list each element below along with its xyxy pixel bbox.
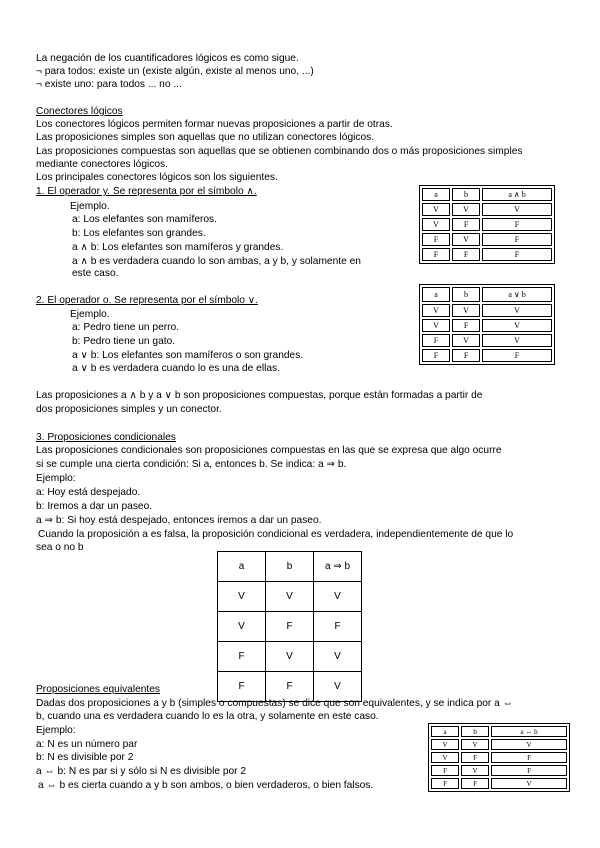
table-header-cell: b	[452, 188, 480, 201]
table-cell: F	[218, 672, 266, 702]
condicionales-ejemplo: Ejemplo:	[36, 473, 76, 484]
table-cell: V	[431, 739, 459, 750]
table-row	[422, 334, 552, 347]
condicionales-line-2: si se cumple una cierta condición: Si a, entonces b. Se indica: a ⇒ b.	[36, 459, 347, 470]
equivalentes-prop-a: a: N es un número par	[36, 739, 138, 750]
table-cell: V	[431, 752, 459, 763]
table-cell: V	[482, 304, 552, 317]
table-cell: V	[422, 218, 450, 231]
table-row	[422, 203, 552, 216]
conectores-p3a: Las proposiciones compuestas son aquellas que se obtienen combinando dos o más proposiciones simples	[36, 146, 523, 157]
table-row	[431, 778, 567, 789]
o-prop-b: b: Pedro tiene un gato.	[72, 336, 176, 347]
conectores-p2: Las proposiciones simples son aquellas que no utilizan conectores lógicos.	[36, 132, 375, 143]
table-row	[218, 672, 362, 702]
equivalentes-ejemplo: Ejemplo:	[36, 725, 76, 736]
table-cell: V	[482, 334, 552, 347]
table-row	[422, 248, 552, 261]
truth-table-implication	[217, 551, 362, 702]
condicionales-heading: 3. Proposiciones condicionales	[36, 432, 176, 443]
table-row	[218, 582, 362, 612]
table-cell: F	[422, 349, 450, 362]
y-prop-b: b: Los elefantes son grandes.	[72, 228, 206, 239]
table-cell: F	[482, 218, 552, 231]
table-cell: F	[431, 778, 459, 789]
intro-line-3: ¬ existe uno: para todos ... no ...	[36, 79, 182, 90]
table-header-cell: b	[266, 552, 314, 582]
table-row	[422, 218, 552, 231]
table-cell: V	[461, 765, 489, 776]
table-cell: F	[431, 765, 459, 776]
table-cell: V	[422, 319, 450, 332]
table-cell: F	[482, 349, 552, 362]
table-row	[422, 319, 552, 332]
o-heading: 2. El operador o. Se representa por el símbolo ∨.	[36, 295, 259, 306]
table-cell: F	[491, 765, 567, 776]
table-cell: F	[452, 349, 480, 362]
equivalentes-heading: Proposiciones equivalentes	[36, 684, 161, 695]
table-cell: V	[452, 233, 480, 246]
table-cell: F	[314, 612, 362, 642]
table-cell: F	[422, 334, 450, 347]
table-row	[422, 349, 552, 362]
table-header-cell: a ⇒ b	[314, 552, 362, 582]
table-header-row	[422, 188, 552, 201]
table-row	[431, 752, 567, 763]
o-rule: a ∨ b es verdadera cuando lo es una de ellas.	[72, 363, 280, 374]
condicionales-line-4: sea o no b	[36, 542, 84, 553]
y-prop-a: a: Los elefantes son mamíferos.	[72, 214, 217, 225]
table-cell: F	[422, 233, 450, 246]
table-header-cell: a ∨ b	[482, 287, 552, 302]
table-cell: V	[314, 672, 362, 702]
table-row	[422, 233, 552, 246]
table-cell: V	[266, 642, 314, 672]
compuestas-line-2: dos proposiciones simples y un conector.	[36, 404, 222, 415]
table-cell: F	[218, 642, 266, 672]
table-header-cell: a	[422, 287, 450, 302]
table-header-row	[422, 287, 552, 302]
table-cell: V	[491, 778, 567, 789]
table-cell: V	[452, 304, 480, 317]
table-cell: F	[452, 319, 480, 332]
truth-table-and	[419, 185, 555, 264]
table-cell: V	[482, 203, 552, 216]
table-cell: V	[461, 739, 489, 750]
table-header-cell: b	[452, 287, 480, 302]
table-cell: V	[218, 582, 266, 612]
table-header-row	[218, 552, 362, 582]
condicionales-prop-ab: a ⇒ b: Si hoy está despejado, entonces iremos a dar un paseo.	[36, 515, 322, 526]
table-cell: F	[452, 218, 480, 231]
table-header-row	[431, 726, 567, 737]
y-rule-1: a ∧ b es verdadera cuando lo son ambas, a y b, y solamente en	[72, 256, 361, 267]
equivalentes-prop-b: b: N es divisible por 2	[36, 752, 134, 763]
table-cell: V	[452, 203, 480, 216]
table-row	[422, 304, 552, 317]
table-row	[218, 612, 362, 642]
table-cell: F	[266, 612, 314, 642]
table-cell: F	[491, 752, 567, 763]
table-cell: V	[422, 203, 450, 216]
table-cell: V	[314, 642, 362, 672]
table-cell: F	[482, 248, 552, 261]
intro-line-2: ¬ para todos: existe un (existe algún, existe al menos uno, ...)	[36, 66, 314, 77]
truth-table-equivalence	[428, 723, 570, 792]
table-cell: V	[422, 304, 450, 317]
table-cell: V	[452, 334, 480, 347]
intro-line-1: La negación de los cuantificadores lógicos es como sigue.	[36, 53, 299, 64]
conectores-heading: Conectores lógicos	[36, 106, 123, 117]
table-row	[431, 739, 567, 750]
y-heading: 1. El operador y. Se representa por el símbolo ∧.	[36, 186, 257, 197]
table-cell: V	[482, 319, 552, 332]
condicionales-prop-b: b: Iremos a dar un paseo.	[36, 501, 153, 512]
table-header-cell: a	[431, 726, 459, 737]
y-ejemplo: Ejemplo.	[70, 201, 110, 212]
table-header-cell: b	[461, 726, 489, 737]
condicionales-line-1: Las proposiciones condicionales son proposiciones compuestas en las que se expresa que algo ocurre	[36, 445, 502, 456]
equivalentes-prop-ab: a ⇔ b: N es par si y sólo si N es divisible por 2	[36, 766, 247, 777]
table-row	[431, 765, 567, 776]
y-rule-2: este caso.	[72, 268, 119, 279]
table-cell: F	[422, 248, 450, 261]
conectores-p4: Los principales conectores lógicos son los siguientes.	[36, 172, 278, 183]
table-cell: V	[218, 612, 266, 642]
compuestas-line-1: Las proposiciones a ∧ b y a ∨ b son proposiciones compuestas, porque están formadas a partir de	[36, 390, 483, 401]
o-prop-ab: a ∨ b: Los elefantes son mamíferos o son grandes.	[72, 350, 304, 361]
o-ejemplo: Ejemplo.	[70, 309, 110, 320]
table-header-cell: a	[422, 188, 450, 201]
table-cell: F	[461, 752, 489, 763]
table-header-cell: a	[218, 552, 266, 582]
table-cell: F	[266, 672, 314, 702]
table-cell: V	[314, 582, 362, 612]
conectores-p3b: mediante conectores lógicos.	[36, 159, 168, 170]
table-cell: F	[461, 778, 489, 789]
condicionales-prop-a: a: Hoy está despejado.	[36, 487, 141, 498]
table-header-cell: a ⇔ b	[491, 726, 567, 737]
equivalentes-line-2: b, cuando una es verdadera cuando lo es la otra, y solamente en este caso.	[36, 711, 379, 722]
table-header-cell: a ∧ b	[482, 188, 552, 201]
conectores-p1: Los conectores lógicos permiten formar nuevas proposiciones a partir de otras.	[36, 119, 393, 130]
table-cell: V	[266, 582, 314, 612]
table-cell: F	[452, 248, 480, 261]
table-row	[218, 642, 362, 672]
equivalentes-rule: a ⇔ b es cierta cuando a y b son ambos, o bien verdaderos, o bien falsos.	[38, 780, 374, 791]
table-cell: F	[482, 233, 552, 246]
o-prop-a: a: Pedro tiene un perro.	[72, 322, 180, 333]
condicionales-line-3: Cuando la proposición a es falsa, la proposición condicional es verdadera, independientemente de que lo	[38, 529, 514, 540]
equivalentes-line-1: Dadas dos proposiciones a y b (simples o compuestas) se dice que son equivalentes, y se indica por a ⇔	[36, 698, 513, 709]
y-prop-ab: a ∧ b: Los elefantes son mamíferos y grandes.	[72, 242, 284, 253]
truth-table-or	[419, 284, 555, 365]
table-cell: V	[491, 739, 567, 750]
